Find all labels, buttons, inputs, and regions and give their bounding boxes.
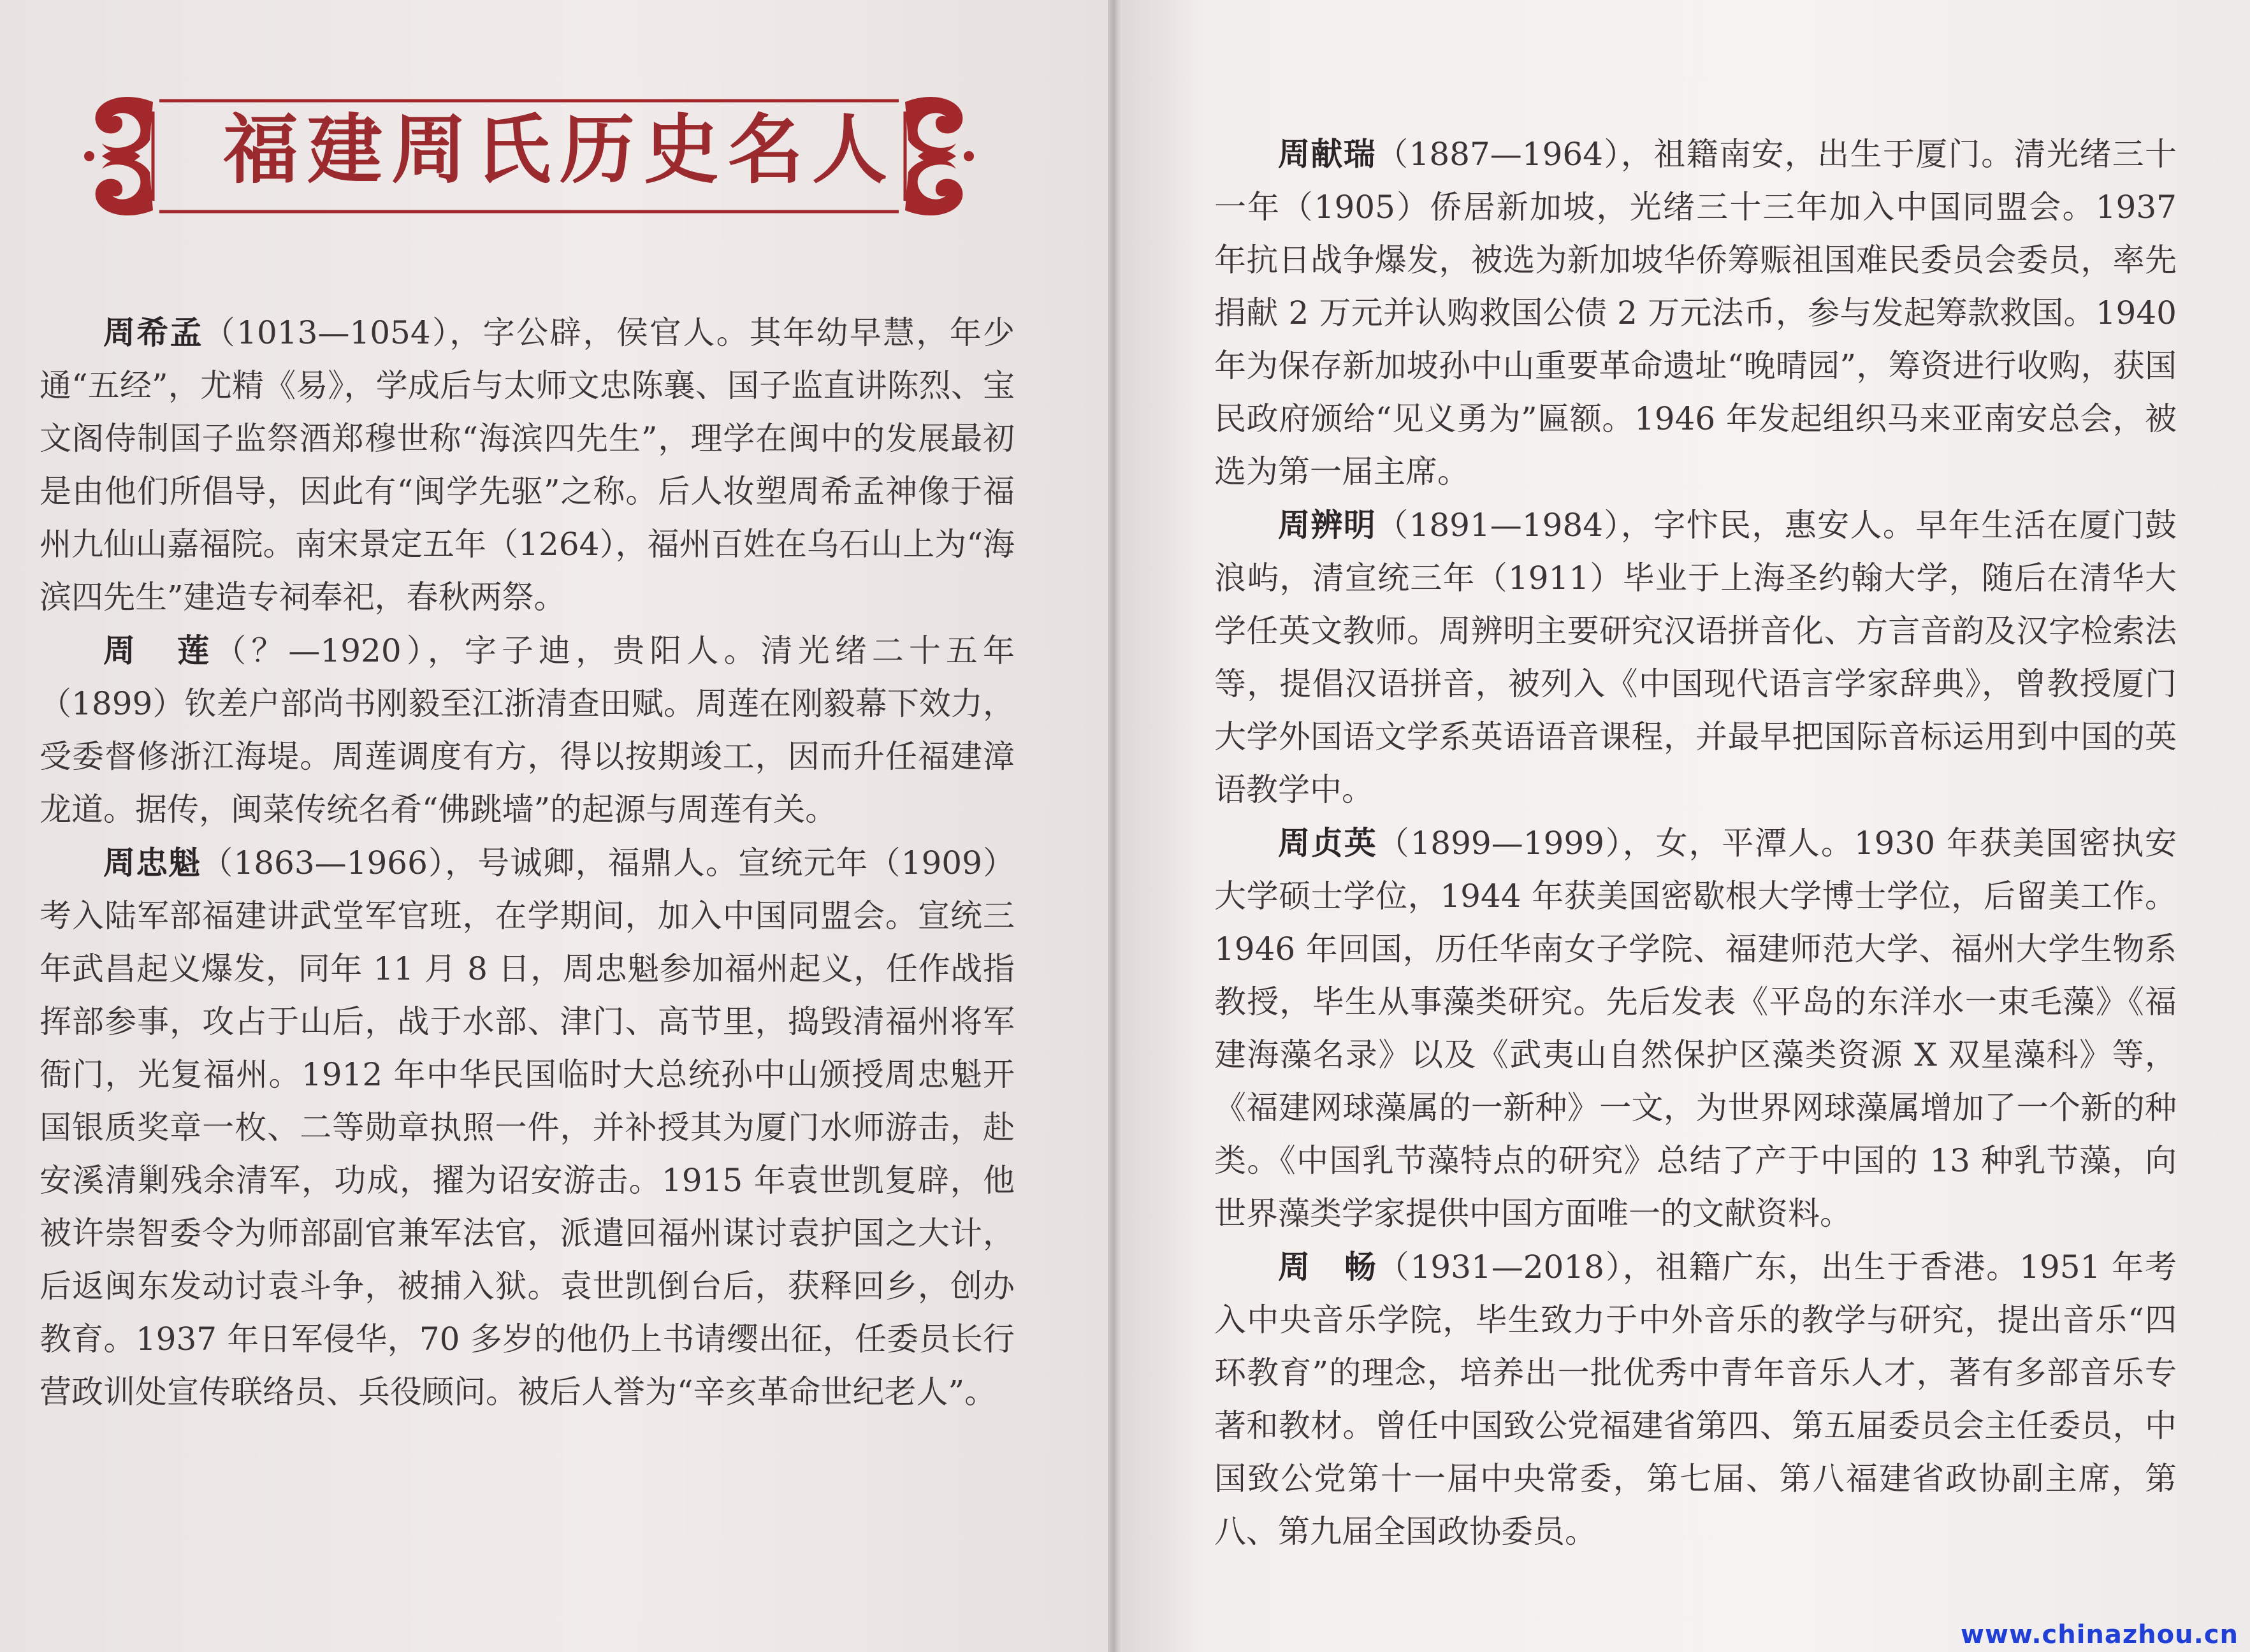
right-cloud-ornament-icon [905,97,974,215]
entry-text: （1899—1999），女，平潭人。1930 年获美国密执安大学硕士学位，1944 年获美国密歇根大学博士学位，后留美工作。1946 年回国，历任华南女子学院、福建师范大学、福州大学生物系教授，毕生从事藻类研究。先后发表《平岛的东洋水一束毛藻》《福建海藻名录》以及《武夷山自然保护区藻类资源 X 双星藻科》等，《福建网球藻属的一新种》一文，为世界网球藻属增加了一个新的种类。《中国乳节藻特点的研究》总结了产于中国的 13 种乳节藻，向世界藻类学家提供中国方面唯一的文献资料。 [1214,825,2177,1232]
page-title: 福建周氏历史名人 [223,105,897,194]
entry-name: 周贞英 [1278,824,1377,862]
book-spine [1108,0,1122,1652]
site-watermark: www.chinazhou.cn [1961,1620,2239,1649]
entry-zhou-xianrui [1214,127,2177,498]
entry-text: （1891—1984），字忭民，惠安人。早年生活在厦门鼓浪屿，清宣统三年（1911）毕业于上海圣约翰大学，随后在清华大学任英文教师。周辨明主要研究汉语拼音化、方言音韵及汉字检索法等，提倡汉语拼音，被列入《中国现代语言学家辞典》，曾教授厦门大学外国语文学系英语语音课程，并最早把国际音标运用到中国的英语教学中。 [1214,507,2177,808]
entry-text: （1013—1054），字公辟，侯官人。其年幼早慧，年少通“五经”，尤精《易》，学成后与太师文忠陈襄、国子监直讲陈烈、宝文阁侍制国子监祭酒郑穆世称“海滨四先生”，理学在闽中的发展最初是由他们所倡导，因此有“闽学先驱”之称。后人妆塑周希孟神像于福州九仙山嘉福院。南宋景定五年（1264），福州百姓在乌石山上为“海滨四先生”建造专祠奉祀，春秋两祭。 [40,314,1015,616]
entry-zhou-zhenying [1214,816,2177,1240]
right-column [1214,127,2177,1558]
title-banner [76,76,982,236]
entry-name: 周 畅 [1278,1248,1377,1286]
entry-name: 周献瑞 [1278,135,1377,173]
entry-zhou-lian [40,624,1015,836]
entry-name: 周辨明 [1278,506,1377,544]
entry-name: 周忠魁 [103,844,201,881]
entry-zhou-ximeng [40,306,1015,624]
left-cloud-ornament-icon [84,97,153,215]
entry-zhou-zhongkui [40,836,1015,1419]
entry-name: 周 莲 [103,632,215,669]
entry-text: （？—1920），字子迪，贵阳人。清光绪二十五年（1899）钦差户部尚书刚毅至江浙清查田赋。周莲在刚毅幕下效力，受委督修浙江海堤。周莲调度有方，得以按期竣工，因而升任福建漳龙道。据传，闽菜传统名肴“佛跳墙”的起源与周莲有关。 [40,632,1015,828]
entry-text: （1931—2018），祖籍广东，出生于香港。1951 年考入中央音乐学院，毕生致力于中外音乐的教学与研究，提出音乐“四环教育”的理念，培养出一批优秀中青年音乐人才，著有多部音乐专著和教材。曾任中国致公党福建省第四、第五届委员会主任委员，中国致公党第十一届中央常委，第七届、第八福建省政协副主席，第八、第九届全国政协委员。 [1214,1249,2177,1550]
entry-zhou-chang [1214,1240,2177,1558]
entry-name: 周希孟 [103,314,203,351]
entry-text: （1863—1966），号诚卿，福鼎人。宣统元年（1909）考入陆军部福建讲武堂军官班，在学期间，加入中国同盟会。宣统三年武昌起义爆发，同年 11 月 8 日，周忠魁参加福州起义，任作战指挥部参事，攻占于山后，战于水部、津门、高节里，捣毁清福州将军衙门，光复福州。1912 年中华民国临时大总统孙中山颁授周忠魁开国银质奖章一枚、二等勋章执照一件，并补授其为厦门水师游击，赴安溪清剿残余清军，功成，擢为诏安游击。1915 年袁世凯复辟，他被许崇智委令为师部副官兼军法官，派遣回福州谋讨袁护国之大计，后返闽东发动讨袁斗争，被捕入狱。袁世凯倒台后，获释回乡，创办教育。1937 年日军侵华，70 多岁的他仍上书请缨出征，任委员长行营政训处宣传联络员、兵役顾问。被后人誉为“辛亥革命世纪老人”。 [40,844,1015,1410]
left-column [40,306,1015,1419]
entry-zhou-bianming [1214,498,2177,816]
entry-text: （1887—1964），祖籍南安，出生于厦门。清光绪三十一年（1905）侨居新加坡，光绪三十三年加入中国同盟会。1937 年抗日战争爆发，被选为新加坡华侨筹赈祖国难民委员会委员，率先捐献 2 万元并认购救国公债 2 万元法币，参与发起筹款救国。1940 年为保存新加坡孙中山重要革命遗址“晚晴园”，筹资进行收购，获国民政府颁给“见义勇为”匾额。1946 年发起组织马来亚南安总会，被选为第一届主席。 [1214,136,2177,490]
